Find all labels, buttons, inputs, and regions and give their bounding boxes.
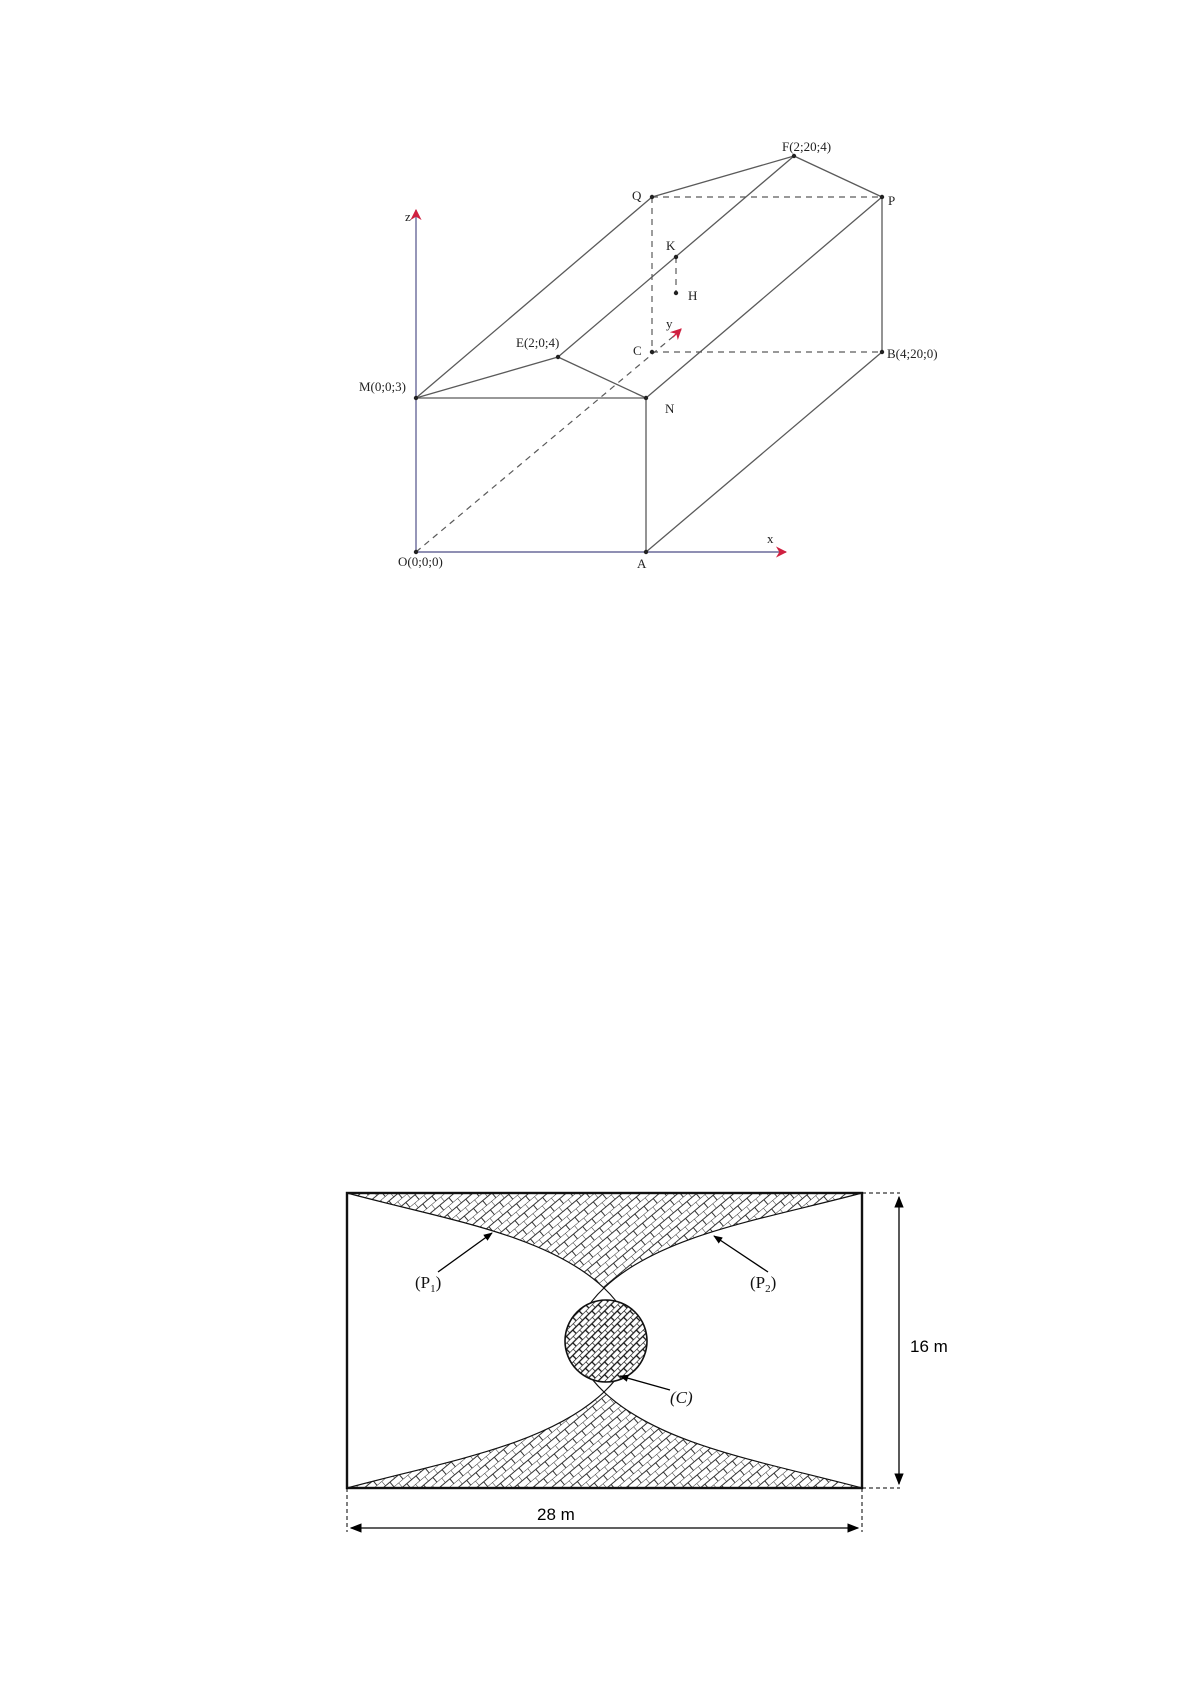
label-E: E(2;0;4) <box>516 335 560 350</box>
label-z: z <box>405 209 411 224</box>
label-P: P <box>888 193 896 208</box>
edge-AB <box>646 352 882 552</box>
label-N: N <box>665 401 675 416</box>
label-C: C <box>633 343 642 358</box>
label-H: H <box>688 288 698 303</box>
label-M: M(0;0;3) <box>359 379 406 394</box>
point-F <box>792 154 796 158</box>
point-B <box>880 350 884 354</box>
circle-C <box>565 1300 647 1382</box>
point-A <box>644 550 648 554</box>
arrow-P2 <box>714 1236 768 1272</box>
dim-width-label: 28 m <box>537 1505 575 1524</box>
label-A: A <box>637 556 647 571</box>
label-P2: $(P_2)$ <box>750 1273 777 1295</box>
figure-garden <box>347 1193 948 1532</box>
edge-FP <box>794 156 882 197</box>
point-P <box>880 195 884 199</box>
label-C-circle: (C) <box>670 1388 693 1407</box>
edge-NP <box>646 197 882 398</box>
edge-ME <box>416 357 558 398</box>
label-y: y <box>666 316 673 331</box>
label-F: F(2;20;4) <box>782 139 832 154</box>
label-Q: Q <box>632 188 642 203</box>
bottom-hatched-region <box>347 1392 862 1488</box>
point-N <box>644 396 648 400</box>
figure-3d-box <box>359 139 938 571</box>
point-C <box>650 350 654 354</box>
label-O: O(0;0;0) <box>398 554 443 569</box>
dim-height-label: 16 m <box>910 1337 948 1356</box>
edge-MQ <box>416 197 652 398</box>
point-H <box>674 291 678 295</box>
arrow-P1 <box>438 1233 492 1272</box>
label-B: B(4;20;0) <box>887 346 938 361</box>
edge-QF <box>652 156 794 197</box>
point-E <box>556 355 560 359</box>
point-K <box>674 255 678 259</box>
arrow-C <box>620 1376 670 1390</box>
label-K: K <box>666 238 676 253</box>
point-M <box>414 396 418 400</box>
edge-EN <box>558 357 646 398</box>
label-P1: $(P_1)$ <box>415 1273 442 1295</box>
label-x: x <box>767 531 774 546</box>
point-Q <box>650 195 654 199</box>
